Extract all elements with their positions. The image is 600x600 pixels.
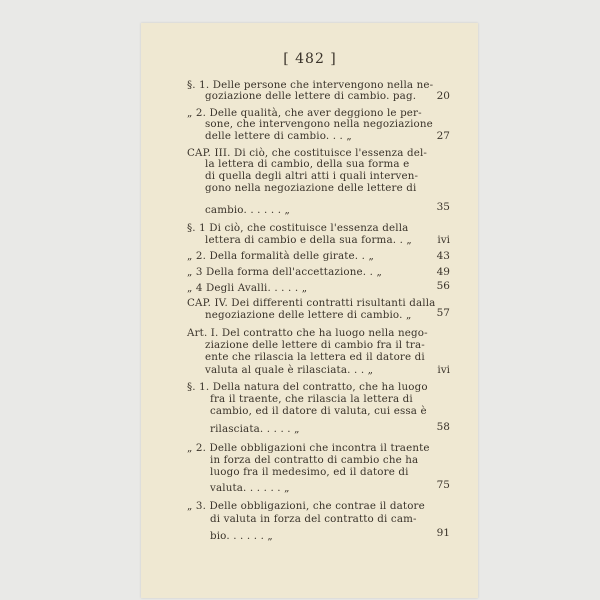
page-reference: 75 <box>436 479 450 491</box>
toc-line: „ 4 Degli Avalli. . . . . „ <box>187 282 308 294</box>
toc-line: CAP. III. Di ciò, che costituisce l'essenza del- <box>187 147 428 159</box>
toc-line: ziazione delle lettere di cambio fra il tra- <box>205 339 425 351</box>
page-reference: 91 <box>436 527 450 539</box>
toc-line: di quella degli altri atti i quali interven- <box>205 170 419 182</box>
toc-line: cambio. . . . . . „ <box>205 204 291 216</box>
toc-line: rilasciata. . . . . „ <box>210 423 300 435</box>
toc-line: sone, che intervengono nella negoziazione <box>205 118 433 130</box>
toc-line: fra il traente, che rilascia la lettera di <box>210 393 413 405</box>
toc-line: Art. I. Del contratto che ha luogo nella nego- <box>187 327 428 339</box>
page-reference: 20 <box>436 90 450 102</box>
toc-line: ente che rilascia la lettera ed il datore di <box>205 351 425 363</box>
toc-line: „ 2. Delle obbligazioni che incontra il traente <box>187 442 430 454</box>
toc-line: goziazione delle lettere di cambio. pag. <box>205 90 417 102</box>
toc-line: CAP. IV. Dei differenti contratti risultanti dalla <box>187 297 436 309</box>
page-reference: 56 <box>436 280 450 292</box>
page-reference: 58 <box>436 421 450 433</box>
page-reference: ivi <box>437 364 450 376</box>
toc-line: §. 1. Della natura del contratto, che ha luogo <box>187 381 428 393</box>
toc-line: di valuta in forza del contratto di cam- <box>210 513 417 525</box>
toc-line: bio. . . . . . „ <box>210 530 273 542</box>
page-reference: 49 <box>436 266 450 278</box>
toc-line: gono nella negoziazione delle lettere di <box>205 182 417 194</box>
page-reference: 57 <box>436 307 450 319</box>
toc-line: cambio, ed il datore di valuta, cui essa è <box>210 405 427 417</box>
toc-line: valuta. . . . . . „ <box>210 482 290 494</box>
toc-line: in forza del contratto di cambio che ha <box>210 454 419 466</box>
toc-line: „ 3. Delle obbligazioni, che contrae il datore <box>187 500 425 512</box>
toc-line: §. 1 Di ciò, che costituisce l'essenza della <box>187 222 409 234</box>
toc-line: §. 1. Delle persone che intervengono nella ne- <box>187 79 434 91</box>
toc-line: la lettera di cambio, della sua forma e <box>205 158 410 170</box>
toc-line: lettera di cambio e della sua forma. . „ <box>205 234 412 246</box>
page-reference: ivi <box>437 234 450 246</box>
page-reference: 35 <box>436 201 450 213</box>
toc-line: valuta al quale è rilasciata. . . „ <box>205 364 374 376</box>
toc-line: negoziazione delle lettere di cambio. „ <box>205 309 412 321</box>
toc-line: luogo fra il medesimo, ed il datore di <box>210 466 409 478</box>
page-reference: 27 <box>436 130 450 142</box>
toc-line: delle lettere di cambio. . . „ <box>205 130 352 142</box>
page-reference: 43 <box>436 250 450 262</box>
toc-line: „ 3 Della forma dell'accettazione. . „ <box>187 266 382 278</box>
toc-line: „ 2. Delle qualità, che aver deggiono le per- <box>187 107 422 119</box>
page-number: [ 482 ] <box>283 51 337 67</box>
toc-line: „ 2. Della formalità delle girate. . „ <box>187 250 374 262</box>
